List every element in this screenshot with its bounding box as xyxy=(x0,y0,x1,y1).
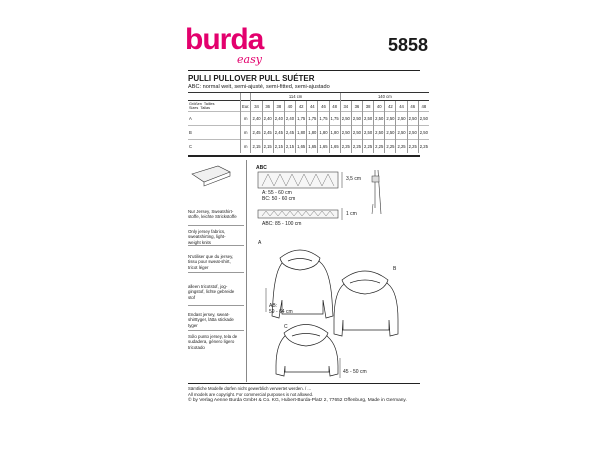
value-cell: 2,50 xyxy=(396,112,407,126)
size-cell: 40 xyxy=(284,101,295,112)
value-cell: 2,40 xyxy=(251,112,262,126)
value-cell: 2,50 xyxy=(418,112,429,126)
value-cell: 2,45 xyxy=(284,126,295,140)
fabric-text-en: Only jersey fabrics, sweatshirting, light-weight knits xyxy=(188,229,226,245)
view-label: A xyxy=(188,112,241,126)
rib-band-wide xyxy=(258,172,338,188)
value-cell: 2,25 xyxy=(351,140,362,154)
value-cell: 1,75 xyxy=(329,112,340,126)
value-cell: 2,45 xyxy=(262,126,273,140)
value-cell: 2,15 xyxy=(273,140,284,154)
value-cell: 2,15 xyxy=(262,140,273,154)
value-cell: 2,50 xyxy=(407,126,418,140)
logo-subtext: easy xyxy=(237,53,262,66)
value-cell: 1,80 xyxy=(296,126,307,140)
band2-length-abc: ABC: 85 - 100 cm xyxy=(262,221,302,227)
view-a-label: A xyxy=(258,240,262,246)
value-cell: 2,40 xyxy=(273,112,284,126)
footer-line-2: All models are copyright. For commercial purposes is not allowed. xyxy=(188,392,314,397)
value-cell: 2,15 xyxy=(284,140,295,154)
value-cell: 2,50 xyxy=(374,126,385,140)
value-cell: 2,25 xyxy=(407,140,418,154)
size-cell: 44 xyxy=(396,101,407,112)
value-cell: 2,45 xyxy=(273,126,284,140)
size-cell: 42 xyxy=(296,101,307,112)
value-cell: 2,25 xyxy=(340,140,351,154)
fabric-text-de: Nur Jersey, Sweatshirt-stoffe, leichte Strickstoffe xyxy=(188,209,237,220)
value-cell: 2,50 xyxy=(374,112,385,126)
width-header-114: 114 cm xyxy=(251,93,340,101)
rib-band-narrow xyxy=(258,210,338,218)
garment-title: PULLI PULLOVER PULL SUÉTER xyxy=(188,74,315,83)
size-cell: 40 xyxy=(374,101,385,112)
size-cell: 48 xyxy=(418,101,429,112)
value-cell: 2,50 xyxy=(396,126,407,140)
size-cell: 34 xyxy=(340,101,351,112)
fabric-text-sv: Endast jersey, sweat-shirttyger, lätta stickade tyger xyxy=(188,312,234,328)
value-cell: 2,25 xyxy=(363,140,374,154)
value-cell: 1,65 xyxy=(318,140,329,154)
view-label: B xyxy=(188,126,241,140)
pullover-c-illustration xyxy=(276,325,338,377)
value-cell: 1,65 xyxy=(307,140,318,154)
value-cell: 2,50 xyxy=(363,126,374,140)
value-cell: 2,50 xyxy=(351,126,362,140)
fabric-text-es: Sólo punto jersey, tela de sudadera, género ligero tricotado xyxy=(188,334,238,350)
notions-label: ABC xyxy=(256,165,267,171)
ab-length-label: AB: 59 - 64 cm xyxy=(269,303,293,315)
value-cell: 2,50 xyxy=(385,112,396,126)
value-cell: 2,25 xyxy=(374,140,385,154)
value-cell: 2,50 xyxy=(340,126,351,140)
view-label: C xyxy=(188,140,241,154)
value-cell: 1,80 xyxy=(307,126,318,140)
size-cell: 46 xyxy=(407,101,418,112)
fabric-text-fr: N'utiliser que du jersey, tissu pour sweat-shirt, tricot léger xyxy=(188,254,234,270)
unit-cell: m xyxy=(241,126,251,140)
width-header-140: 140 cm xyxy=(340,93,429,101)
pattern-number: 5858 xyxy=(388,35,429,55)
value-cell: 2,15 xyxy=(251,140,262,154)
value-cell: 1,75 xyxy=(307,112,318,126)
unit-cell: m xyxy=(241,140,251,154)
value-cell: 2,50 xyxy=(418,126,429,140)
size-cell: 36 xyxy=(262,101,273,112)
view-b-label: B xyxy=(393,266,397,272)
footer-divider xyxy=(188,383,420,384)
value-cell: 2,45 xyxy=(251,126,262,140)
size-cell: 38 xyxy=(363,101,374,112)
value-cell: 2,50 xyxy=(407,112,418,126)
value-cell: 2,50 xyxy=(385,126,396,140)
fabric-text-nl: alleen tricotstof, jog-gingstof, lichte gebreide stof xyxy=(188,284,235,300)
value-cell: 2,40 xyxy=(284,112,295,126)
value-cell: 2,25 xyxy=(396,140,407,154)
eur-label: Eur. xyxy=(241,101,251,112)
value-cell: 2,50 xyxy=(340,112,351,126)
band1-width-label: 3,5 cm xyxy=(346,176,362,182)
footer-copyright: © by Verlag Aenne Burda GmbH & Co. KG, Hubert-Burda-Platz 2, 77652 Offenburg, Made in Germany. xyxy=(188,398,407,403)
drawcord-stopper-icon xyxy=(372,170,381,214)
size-cell: 42 xyxy=(385,101,396,112)
value-cell: 1,65 xyxy=(296,140,307,154)
size-cell: 48 xyxy=(329,101,340,112)
size-cell: 46 xyxy=(318,101,329,112)
value-cell: 2,50 xyxy=(363,112,374,126)
size-cell: 38 xyxy=(273,101,284,112)
band2-width-label: 1 cm xyxy=(346,211,357,217)
size-label: Größen Tailles Sizes Tallas xyxy=(188,101,241,112)
value-cell: 1,80 xyxy=(318,126,329,140)
unit-cell: m xyxy=(241,112,251,126)
value-cell: 2,50 xyxy=(351,112,362,126)
band1-length-bc: BC: 50 - 60 cm xyxy=(262,196,296,202)
footer-line-1: Sämtliche Modelle dürfen nicht gewerblich verwertet werden. / ... xyxy=(188,386,311,391)
pullover-b-illustration xyxy=(334,271,398,336)
band1-length-a: A: 55 - 60 cm xyxy=(262,190,292,196)
c-length-label: 45 - 50 cm xyxy=(343,369,367,375)
value-cell: 1,75 xyxy=(296,112,307,126)
size-cell: 34 xyxy=(251,101,262,112)
value-cell: 1,75 xyxy=(318,112,329,126)
garment-fit: ABC: normal weit, semi-ajusté, semi-fitted, semi-ajustado xyxy=(188,84,330,90)
value-cell: 1,80 xyxy=(329,126,340,140)
value-cell: 2,25 xyxy=(418,140,429,154)
value-cell: 2,40 xyxy=(262,112,273,126)
logo-wordmark: burda xyxy=(185,23,264,56)
size-cell: 36 xyxy=(351,101,362,112)
value-cell: 2,25 xyxy=(385,140,396,154)
view-c-label: C xyxy=(284,324,288,330)
value-cell: 1,65 xyxy=(329,140,340,154)
size-cell: 44 xyxy=(307,101,318,112)
